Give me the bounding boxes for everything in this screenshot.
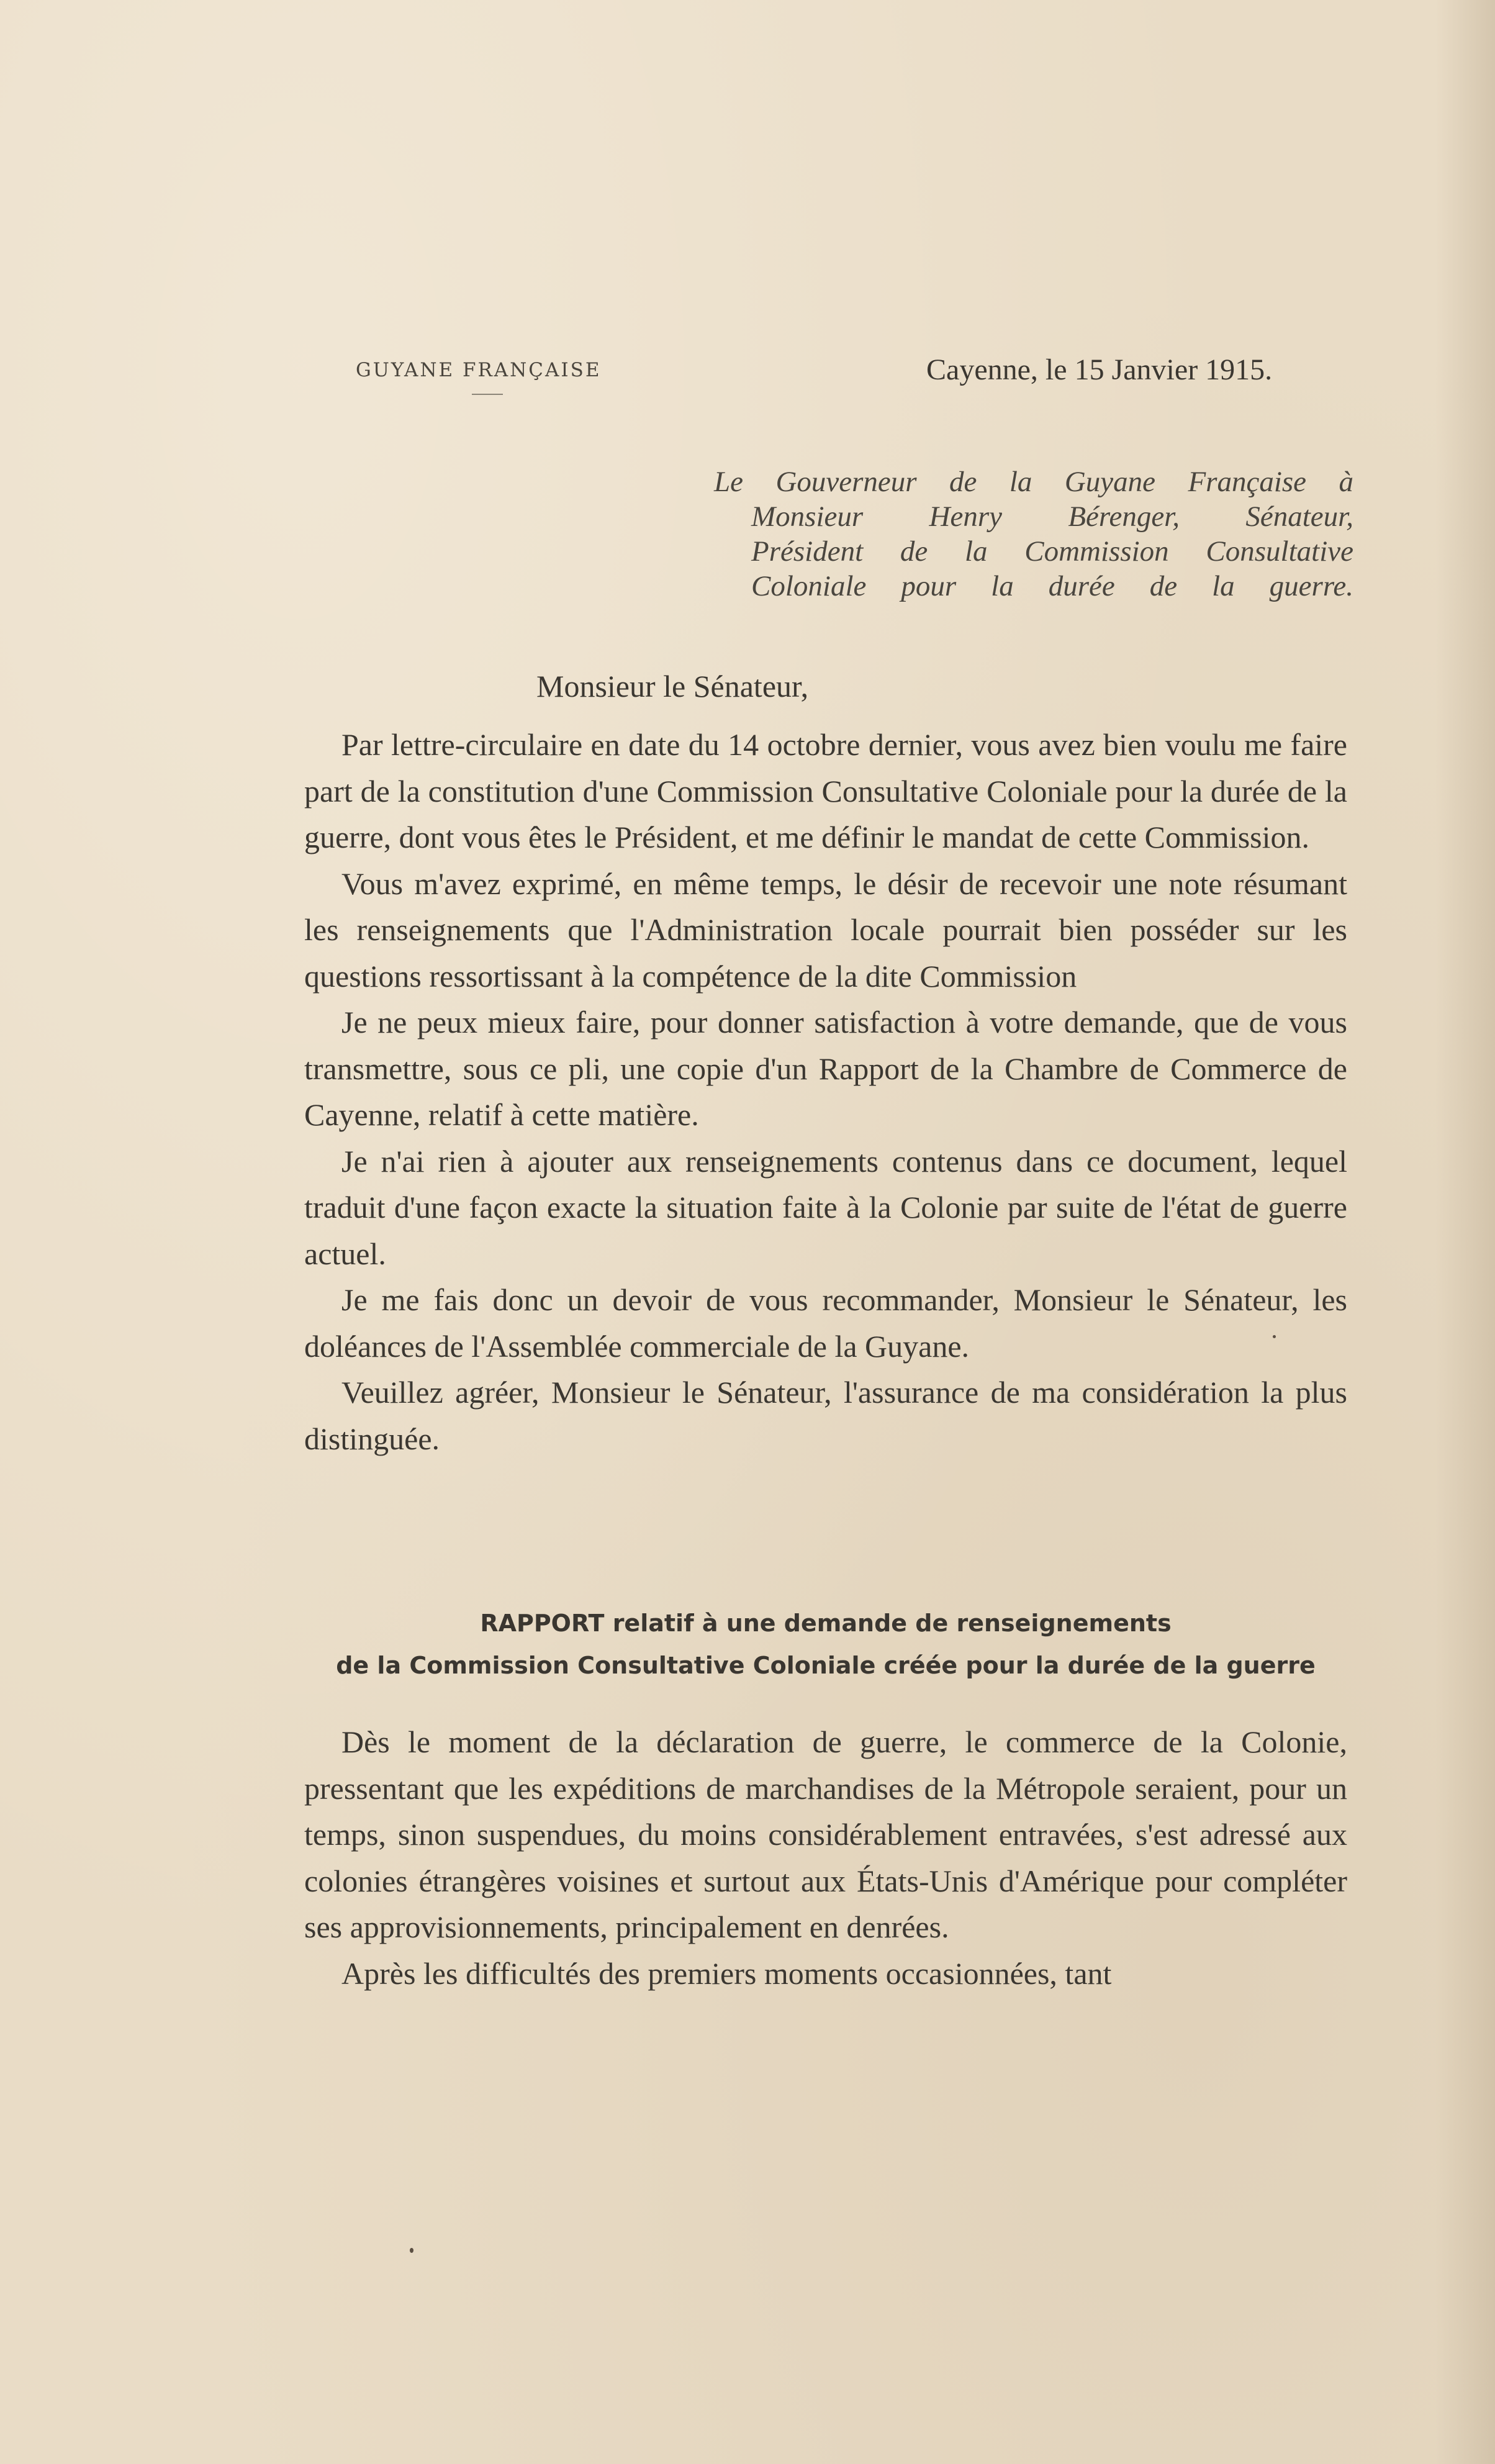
region-heading: GUYANE FRANÇAISE	[356, 359, 602, 381]
rapport-paragraph: Dès le moment de la déclaration de guerre, le commerce de la Colonie, pressentant que les expéditions de marchandises de la Métropole seraient, pour un temps, sinon suspendues, du moins considérablement entravées, s'est adressé aux colonies étrangères voisines et surtout aux États-Unis d'Amérique pour compléter ses approvisionnements, principalement en denrées.	[304, 1724, 1347, 1944]
heading-rule	[472, 394, 503, 395]
paper-speck	[1273, 1335, 1276, 1338]
letter-paragraph: Vous m'avez exprimé, en même temps, le désir de recevoir une note résumant les renseignements que l'Administration locale pourrait bien posséder sur les questions ressortissant à la compétence de la dite Commission	[304, 866, 1347, 994]
addressee-line: Coloniale pour la durée de la guerre.	[751, 570, 1353, 602]
rapport-body	[304, 1719, 1347, 1996]
addressee-block	[708, 464, 1353, 604]
addressee-line: Président de la Commission Consultative	[751, 535, 1353, 568]
letter-paragraph: Je me fais donc un devoir de vous recommander, Monsieur le Sénateur, les doléances de l'Assemblée commerciale de la Guyane.	[304, 1282, 1347, 1364]
letter-body	[304, 722, 1347, 1462]
salutation: Monsieur le Sénateur,	[536, 669, 809, 704]
letter-paragraph: Je ne peux mieux faire, pour donner satisfaction à votre demande, que de vous transmettre, sous ce pli, une copie d'un Rapport de la Chambre de Commerce de Cayenne, relatif à cette matière.	[304, 1005, 1347, 1132]
paper-speck	[410, 2248, 413, 2253]
letter-paragraph: Par lettre-circulaire en date du 14 octobre dernier, vous avez bien voulu me faire part de la constitution d'une Commission Consultative Coloniale pour la durée de la guerre, dont vous êtes le Président, et me définir le mandat de cette Commission.	[304, 727, 1347, 854]
letter-paragraph: Veuillez agréer, Monsieur le Sénateur, l'assurance de ma considération la plus distinguée.	[304, 1375, 1347, 1456]
addressee-line: Le Gouverneur de la Guyane Française à	[714, 466, 1353, 498]
rapport-title-line: de la Commission Consultative Coloniale créée pour la durée de la guerre	[336, 1652, 1316, 1679]
letter-paragraph: Je n'ai rien à ajouter aux renseignements contenus dans ce document, lequel traduit d'une façon exacte la situation faite à la Colonie par suite de l'état de guerre actuel.	[304, 1143, 1347, 1271]
rapport-title	[304, 1602, 1347, 1687]
rapport-title-line: RAPPORT relatif à une demande de renseignements	[480, 1610, 1172, 1637]
rapport-paragraph: Après les difficultés des premiers moments occasionnées, tant	[341, 1955, 1112, 1991]
place-date: Cayenne, le 15 Janvier 1915.	[926, 353, 1273, 386]
addressee-line: Monsieur Henry Bérenger, Sénateur,	[751, 500, 1353, 533]
